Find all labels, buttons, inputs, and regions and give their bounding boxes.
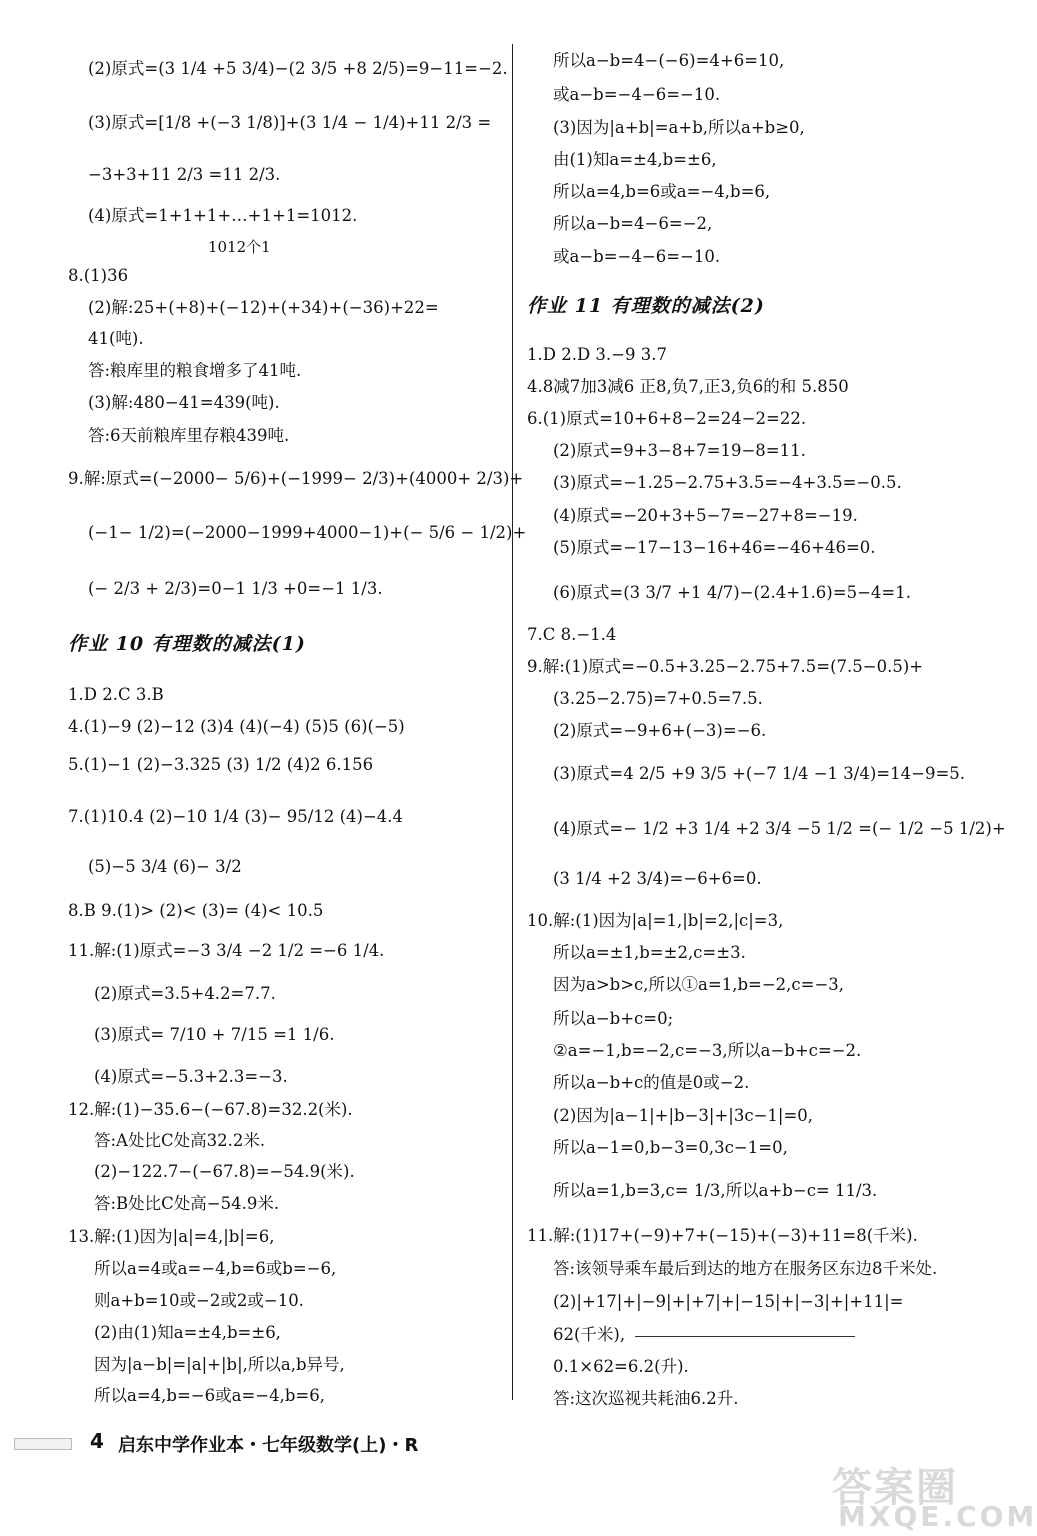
section-heading-10: 作业 10 有理数的减法(1) (68, 633, 306, 655)
answer-line: 所以a−b=4−(−6)=4+6=10, (553, 51, 785, 70)
section-heading-11: 作业 11 有理数的减法(2) (527, 295, 765, 317)
answer-line: 1.D 2.D 3.−9 3.7 (527, 345, 667, 364)
answer-line: 因为|a−b|=|a|+|b|,所以a,b异号, (94, 1355, 345, 1374)
answer-line: (2)原式=−9+6+(−3)=−6. (553, 721, 767, 740)
answer-line: (2)|+17|+|−9|+|+7|+|−15|+|−3|+|+11|= (553, 1292, 904, 1311)
answer-line: 5.(1)−1 (2)−3.325 (3) 1/2 (4)2 6.156 (68, 755, 374, 774)
answer-line: 62(千米), (553, 1325, 626, 1344)
answer-line: 所以a=4或a=−4,b=6或b=−6, (94, 1259, 337, 1278)
answer-line: (2)−122.7−(−67.8)=−54.9(米). (94, 1162, 355, 1181)
answer-line: 10.解:(1)因为|a|=1,|b|=2,|c|=3, (527, 911, 784, 930)
answer-line: (2)解:25+(+8)+(−12)+(+34)+(−36)+22= (88, 298, 439, 317)
answer-line: 因为a>b>c,所以①a=1,b=−2,c=−3, (553, 975, 845, 994)
answer-line: 8.(1)36 (68, 266, 129, 285)
answer-line: 所以a−1=0,b−3=0,3c−1=0, (553, 1138, 788, 1157)
answer-line: 则a+b=10或−2或2或−10. (94, 1291, 304, 1310)
answer-line: 4.(1)−9 (2)−12 (3)4 (4)(−4) (5)5 (6)(−5) (68, 717, 405, 736)
book-title: 启东中学作业本・七年级数学(上)・R (118, 1435, 419, 1456)
answer-line: (2)原式=(3 1/4 +5 3/4)−(2 3/5 +8 2/5)=9−11=−2. (88, 59, 508, 78)
answer-line: 4.8减7加3减6 正8,负7,正3,负6的和 5.850 (527, 377, 849, 396)
answer-line: (2)原式=9+3−8+7=19−8=11. (553, 441, 806, 460)
answer-line: 或a−b=−4−6=−10. (553, 247, 721, 266)
answer-line: (3)原式= 7/10 + 7/15 =1 1/6. (94, 1025, 335, 1044)
answer-line: 9.解:原式=(−2000− 5/6)+(−1999− 2/3)+(4000+ 2/3)+ (68, 469, 524, 488)
answer-line: (4)原式=− 1/2 +3 1/4 +2 3/4 −5 1/2 =(− 1/2 −5 1/2)+ (553, 819, 1006, 838)
answer-line: (5)−5 3/4 (6)− 3/2 (88, 857, 242, 876)
answer-line: 答:该领导乘车最后到达的地方在服务区东边8千米处. (553, 1259, 938, 1278)
answer-line: −3+3+11 2/3 =11 2/3. (88, 165, 281, 184)
answer-line: (4)原式=−5.3+2.3=−3. (94, 1067, 288, 1086)
answer-line: 11.解:(1)原式=−3 3/4 −2 1/2 =−6 1/4. (68, 941, 385, 960)
answer-line: 由(1)知a=±4,b=±6, (553, 150, 717, 169)
answer-line: 所以a−b=4−6=−2, (553, 214, 713, 233)
answer-line: (3)解:480−41=439(吨). (88, 393, 280, 412)
answer-line: 答:这次巡视共耗油6.2升. (553, 1389, 739, 1408)
answer-line: ②a=−1,b=−2,c=−3,所以a−b+c=−2. (553, 1041, 862, 1060)
answer-line: 1.D 2.C 3.B (68, 685, 164, 704)
answer-line: 所以a−b+c=0; (553, 1009, 674, 1028)
answer-line: 9.解:(1)原式=−0.5+3.25−2.75+7.5=(7.5−0.5)+ (527, 657, 924, 676)
answer-line: 8.B 9.(1)> (2)< (3)= (4)< 10.5 (68, 901, 324, 920)
answer-line: 所以a=4,b=6或a=−4,b=6, (553, 182, 771, 201)
answer-line: (4)原式=−20+3+5−7=−27+8=−19. (553, 506, 858, 525)
answer-line: 12.解:(1)−35.6−(−67.8)=32.2(米). (68, 1100, 353, 1119)
answer-line: (3 1/4 +2 3/4)=−6+6=0. (553, 869, 762, 888)
answer-line: 6.(1)原式=10+6+8−2=24−2=22. (527, 409, 807, 428)
answer-line: (−1− 1/2)=(−2000−1999+4000−1)+(− 5/6 − 1/2)+ (88, 523, 527, 542)
answer-line: (4)原式=1+1+1+…+1+1=1012. (88, 206, 358, 225)
answer-line: 所以a=1,b=3,c= 1/3,所以a+b−c= 11/3. (553, 1181, 878, 1200)
answer-line: 答:粮库里的粮食增多了41吨. (88, 361, 302, 380)
answer-line: 答:B处比C处高−54.9米. (94, 1194, 280, 1213)
answer-line: 或a−b=−4−6=−10. (553, 85, 721, 104)
answer-line: 41(吨). (88, 329, 144, 348)
watermark-en: MXQE.COM (838, 1500, 1037, 1533)
footer-bar (14, 1438, 72, 1450)
answer-line: (6)原式=(3 3/7 +1 4/7)−(2.4+1.6)=5−4=1. (553, 583, 911, 602)
answer-line: 所以a=4,b=−6或a=−4,b=6, (94, 1386, 325, 1405)
answer-line: (5)原式=−17−13−16+46=−46+46=0. (553, 538, 876, 557)
answer-line: 11.解:(1)17+(−9)+7+(−15)+(−3)+11=8(千米). (527, 1226, 918, 1245)
answer-line: 13.解:(1)因为|a|=4,|b|=6, (68, 1227, 275, 1246)
answer-line: (3)原式=4 2/5 +9 3/5 +(−7 1/4 −1 3/4)=14−9=5. (553, 764, 966, 783)
underline-decoration (635, 1336, 855, 1337)
answer-line: 所以a−b+c的值是0或−2. (553, 1073, 750, 1092)
answer-line: (3)原式=−1.25−2.75+3.5=−4+3.5=−0.5. (553, 473, 902, 492)
brace-note: 1012个1 (208, 238, 271, 256)
answer-line: 7.(1)10.4 (2)−10 1/4 (3)− 95/12 (4)−4.4 (68, 807, 404, 826)
answer-line: (− 2/3 + 2/3)=0−1 1/3 +0=−1 1/3. (88, 579, 383, 598)
answer-line: (2)由(1)知a=±4,b=±6, (94, 1323, 281, 1342)
answer-line: 答:6天前粮库里存粮439吨. (88, 426, 290, 445)
answer-line: (3)原式=[1/8 +(−3 1/8)]+(3 1/4 − 1/4)+11 2/3 = (88, 113, 492, 132)
answer-line: 所以a=±1,b=±2,c=±3. (553, 943, 746, 962)
answer-line: 0.1×62=6.2(升). (553, 1357, 689, 1376)
answer-line: (2)因为|a−1|+|b−3|+|3c−1|=0, (553, 1106, 814, 1125)
page-number: 4 (90, 1429, 104, 1453)
answer-line: (2)原式=3.5+4.2=7.7. (94, 984, 276, 1003)
answer-line: 7.C 8.−1.4 (527, 625, 617, 644)
watermark-cn: 答案圈 (832, 1465, 958, 1511)
answer-line: (3.25−2.75)=7+0.5=7.5. (553, 689, 763, 708)
answer-line: 答:A处比C处高32.2米. (94, 1131, 266, 1150)
watermark-logo (832, 1456, 1037, 1533)
answer-line: (3)因为|a+b|=a+b,所以a+b≥0, (553, 118, 805, 137)
